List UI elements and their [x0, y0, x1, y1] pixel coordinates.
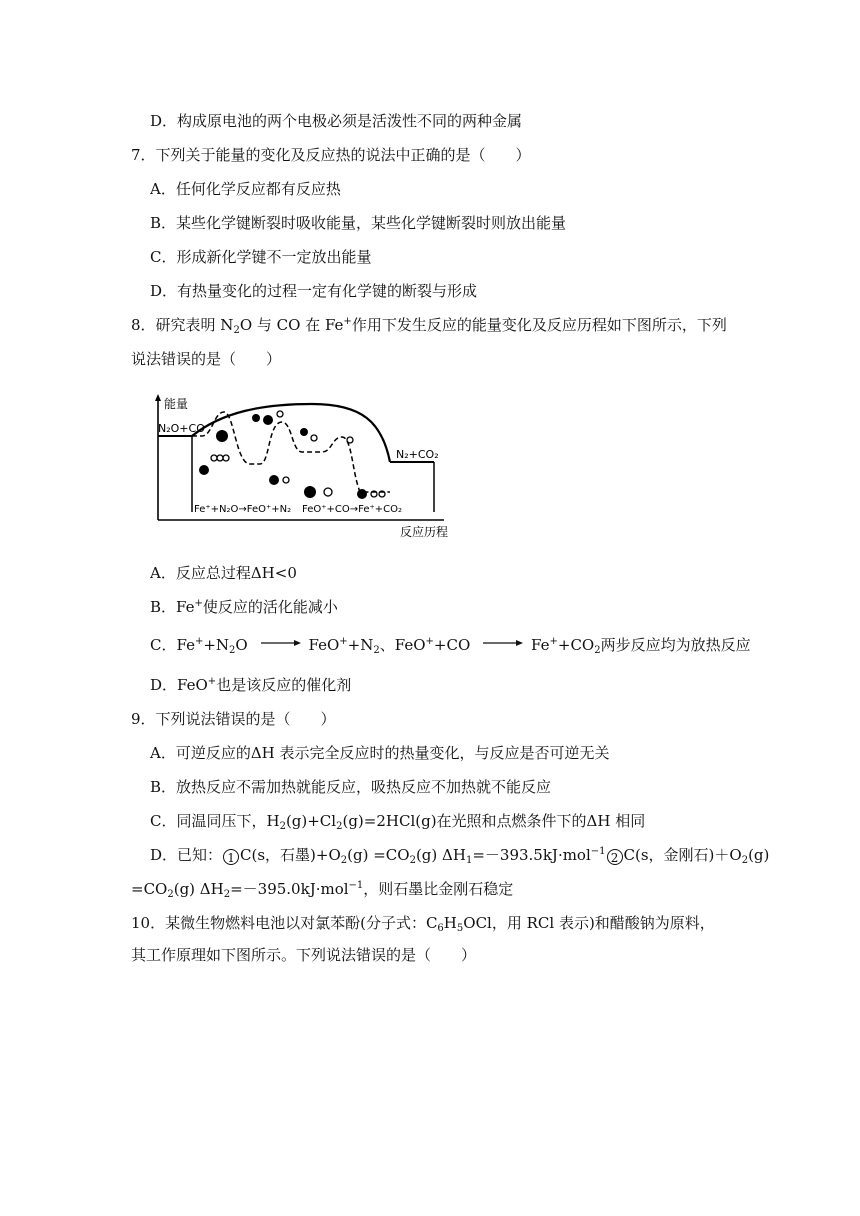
x-axis-label: 反应历程 — [400, 525, 449, 539]
q7-option-c: C．形成新化学键不一定放出能量 — [150, 248, 372, 266]
step1-label: Fe⁺+N₂O→FeO⁺+N₂ — [194, 504, 292, 515]
q10-stem-line2: 其工作原理如下图所示。下列说法错误的是（ ） — [131, 946, 477, 964]
circled-number-2: 2 — [607, 849, 623, 865]
step2-label: FeO⁺+CO→Fe⁺+CO₂ — [302, 504, 402, 515]
q7-option-b: B．某些化学键断裂时吸收能量，某些化学键断裂时则放出能量 — [150, 214, 567, 232]
q8-option-b: B．Fe+使反应的活化能减小 — [150, 598, 338, 616]
q9-option-d-line2: $=CO_2(g)$ $\Delta H_2=-395.0kJ\cdot mol^{-1}$，则石墨比金刚石稳定 — [131, 880, 514, 900]
q9-option-b: B．放热反应不需加热就能反应，吸热反应不加热就不能反应 — [150, 778, 552, 796]
q9-option-c: C．同温同压下，$H_2(g)+Cl_2(g)=2HCl(g)$在光照和点燃条件下的ΔH 相同 — [150, 812, 646, 832]
y-axis-arrow-icon — [155, 394, 161, 401]
reactants-label: N₂O+CO — [158, 422, 205, 435]
y-axis-label: 能量 — [164, 397, 189, 411]
q9-option-a: A．可逆反应的ΔH 表示完全反应时的热量变化，与反应是否可逆无关 — [150, 744, 610, 762]
q6-option-d: D．构成原电池的两个电极必须是活泼性不同的两种金属 — [150, 112, 523, 130]
circled-number-1: 1 — [223, 849, 239, 865]
q9-option-d-line1: D．已知： 1 C(s，石墨)$+O_2(g) =CO_2(g)$ $\Delta H_1=-393.5kJ\cdot mol^{-1}$ 2 C(s，金刚石)$+O_2(g)$ — [150, 846, 770, 866]
q10-stem-line1: 10．某微生物燃料电池以对氯苯酚(分子式：$C_6H_5OCl$，用 RCl 表示)和醋酸钠为原料， — [131, 914, 715, 934]
q8-option-d: D．FeO+也是该反应的催化剂 — [150, 676, 352, 694]
q8-option-a: A．反应总过程ΔH<0 — [150, 564, 297, 582]
energy-diagram-figure — [152, 392, 452, 542]
q9-stem: 9．下列说法错误的是（ ） — [131, 710, 336, 728]
products-label: N₂+CO₂ — [396, 448, 439, 461]
q8-stem-line1: 8．研究表明 $N_2O$ 与 CO 在 Fe+作用下发生反应的能量变化及反应历程如下图所示，下列 — [131, 316, 727, 336]
reaction-arrow-icon — [483, 638, 523, 648]
q7-option-a: A．任何化学反应都有反应热 — [150, 180, 341, 198]
q8-stem-line2: 说法错误的是（ ） — [131, 350, 282, 368]
q8-option-c: C．$Fe^++N_2O$ $FeO^++N_2$、FeO++CO $Fe^++CO_2$两步反应均为放热反应 — [150, 636, 751, 656]
reaction-arrow-icon — [261, 638, 301, 648]
q7-stem: 7．下列关于能量的变化及反应热的说法中正确的是（ ） — [131, 146, 531, 164]
q7-option-d: D．有热量变化的过程一定有化学键的断裂与形成 — [150, 282, 478, 300]
catalyzed-path — [192, 412, 390, 492]
